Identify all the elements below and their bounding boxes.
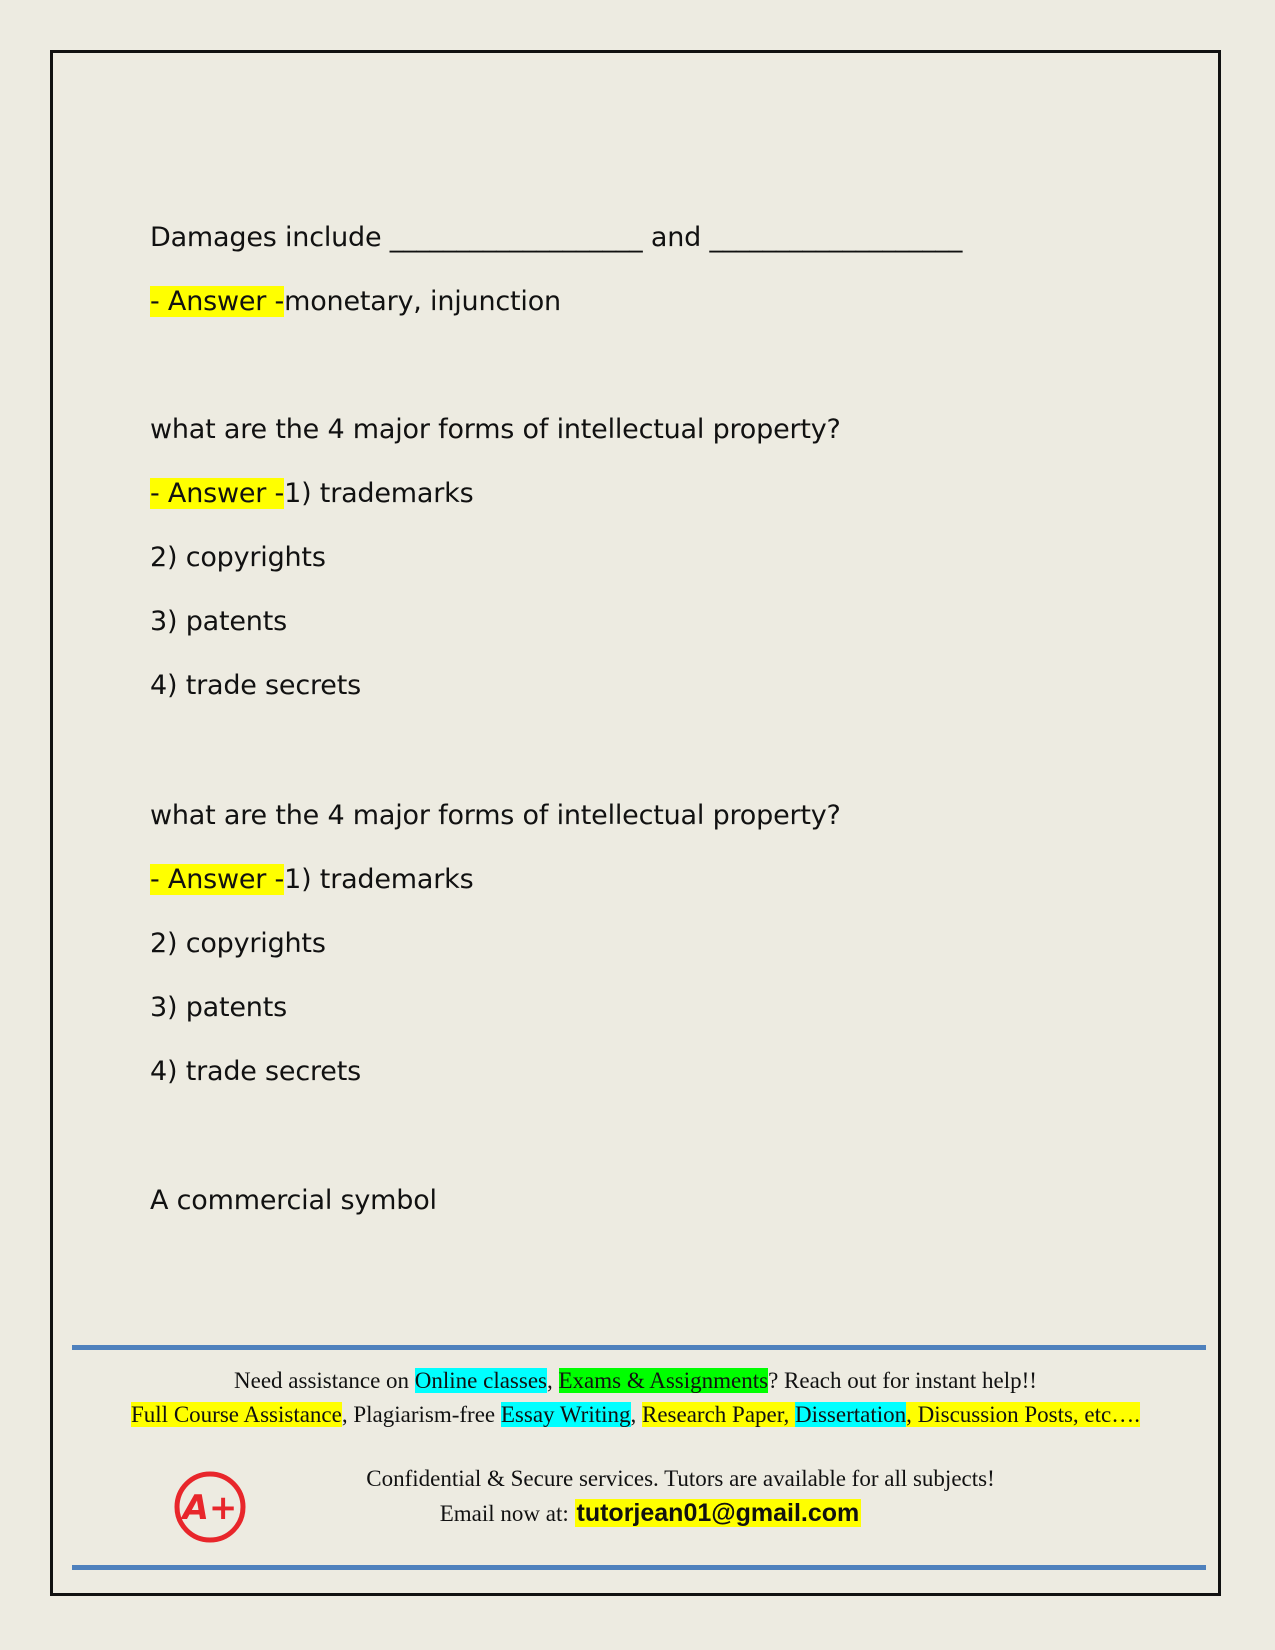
- answer-text: 1) trademarks: [284, 478, 474, 509]
- question-2: what are the 4 major forms of intellectual property?: [150, 414, 841, 445]
- research-highlight: Research Paper,: [642, 1402, 795, 1427]
- question-1: Damages include ___________________ and ___________________: [150, 222, 963, 253]
- footer-text: ,: [630, 1402, 642, 1427]
- footer-text: ,: [547, 1368, 559, 1393]
- exams-highlight: Exams & Assignments: [558, 1368, 769, 1393]
- footer-top-rule: [72, 1345, 1206, 1350]
- answer-2: [150, 476, 473, 512]
- discussion-highlight: , Discussion Posts, etc….: [906, 1402, 1140, 1427]
- answer-tag: - Answer -: [150, 286, 285, 317]
- footer-text: Need assistance on: [234, 1368, 415, 1393]
- answer-3: [150, 862, 473, 898]
- logo-text: A+: [182, 1488, 238, 1528]
- footer-text: ? Reach out for instant help!!: [768, 1368, 1037, 1393]
- answer-tag: - Answer -: [150, 864, 285, 895]
- footer-line-3: Confidential & Secure services. Tutors are available for all subjects!: [366, 1466, 995, 1491]
- list-item: 2) copyrights: [150, 928, 326, 959]
- list-item: 4) trade secrets: [150, 1056, 361, 1087]
- footer-bottom-rule: [72, 1565, 1206, 1570]
- answer-tag: - Answer -: [150, 478, 285, 509]
- answer-text: monetary, injunction: [284, 286, 561, 317]
- online-classes-highlight: Online classes: [414, 1368, 547, 1393]
- email-link[interactable]: tutorjean01@gmail.com: [576, 1499, 860, 1527]
- essay-highlight: Essay Writing: [500, 1402, 631, 1427]
- list-item: 2) copyrights: [150, 542, 326, 573]
- full-course-highlight: Full Course Assistance: [131, 1402, 342, 1427]
- email-label: Email now at:: [439, 1501, 575, 1526]
- footer-line-1: [50, 1366, 1221, 1396]
- footer-text: , Plagiarism-free: [341, 1402, 501, 1427]
- dissertation-highlight: Dissertation: [794, 1402, 907, 1427]
- question-4: A commercial symbol: [150, 1185, 437, 1216]
- question-3: what are the 4 major forms of intellectual property?: [150, 800, 841, 831]
- list-item: 3) patents: [150, 606, 287, 637]
- footer-line-2: [50, 1400, 1221, 1430]
- answer-text: 1) trademarks: [284, 864, 474, 895]
- footer-email-line: [50, 1498, 1221, 1529]
- list-item: 3) patents: [150, 992, 287, 1023]
- list-item: 4) trade secrets: [150, 670, 361, 701]
- answer-1: [150, 284, 561, 320]
